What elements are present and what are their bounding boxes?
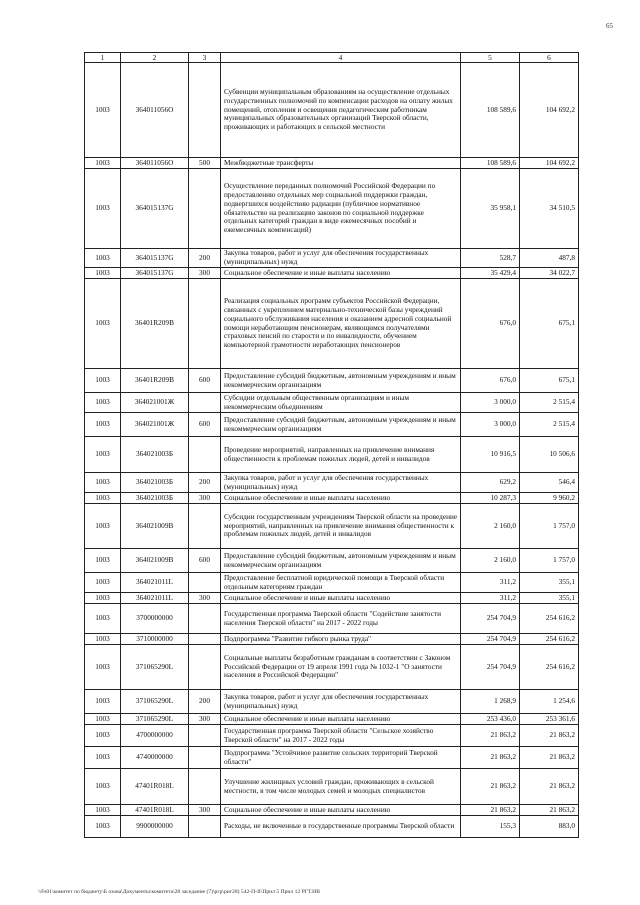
section-code-cell: 1003 xyxy=(85,437,121,473)
description-cell: Осуществление переданных полномочий Российской Федерации по предоставлению отдельных мер социальной поддержки граждан, подвергшихся воздействию радиации (публичное нормативное обязательство на реализацию законов по социальной поддержке отдельных категорий граждан в виде ежемесячных пособий и ежемесячных компенсаций) xyxy=(221,169,461,249)
section-code-cell: 1003 xyxy=(85,593,121,604)
amount-actual-cell: 104 692,2 xyxy=(520,158,579,169)
expense-type-cell xyxy=(189,504,221,549)
section-code-cell: 1003 xyxy=(85,279,121,369)
table-row xyxy=(85,604,579,634)
section-code-cell: 1003 xyxy=(85,725,121,747)
amount-actual-cell: 2 515,4 xyxy=(520,413,579,437)
amount-plan-cell: 2 160,0 xyxy=(461,504,520,549)
target-code-cell: 364021001Ж xyxy=(121,413,189,437)
amount-plan-cell: 108 589,6 xyxy=(461,158,520,169)
description-cell: Улучшение жилищных условий граждан, проживающих в сельской местности, в том числе молодых семей и молодых специалистов xyxy=(221,769,461,805)
expense-type-cell: 300 xyxy=(189,268,221,279)
amount-actual-cell: 9 960,2 xyxy=(520,493,579,504)
page-number: 65 xyxy=(606,22,613,30)
expense-type-cell: 200 xyxy=(189,473,221,493)
expense-type-cell xyxy=(189,393,221,413)
header-cell-4: 4 xyxy=(221,53,461,63)
table-row xyxy=(85,369,579,393)
footer-file-path: \\Fs01\комитет по бюджету\Б озова\Документы\комитета\28 заседание (7)\ргр\риг28) 542-П-II\Прил 5 Прил 12 РГТ.ИВ xyxy=(38,889,320,895)
table-row xyxy=(85,393,579,413)
description-cell: Проведение мероприятий, направленных на привлечение внимания общественности к проблемам пожилых людей, детей и инвалидов xyxy=(221,437,461,473)
expense-type-cell: 200 xyxy=(189,690,221,714)
header-cell-3: 3 xyxy=(189,53,221,63)
table-row xyxy=(85,573,579,593)
description-cell: Предоставление бесплатной юридической помощи в Тверской области отдельным категориям граждан xyxy=(221,573,461,593)
table-row xyxy=(85,413,579,437)
target-code-cell: 364015137G xyxy=(121,169,189,249)
expense-type-cell: 300 xyxy=(189,593,221,604)
expense-type-cell: 600 xyxy=(189,369,221,393)
section-code-cell: 1003 xyxy=(85,714,121,725)
amount-plan-cell: 21 863,2 xyxy=(461,805,520,816)
amount-actual-cell: 34 022,7 xyxy=(520,268,579,279)
table-row xyxy=(85,747,579,769)
table-row xyxy=(85,249,579,268)
amount-plan-cell: 1 268,9 xyxy=(461,690,520,714)
description-cell: Закупка товаров, работ и услуг для обеспечения государственных (муниципальных) нужд xyxy=(221,249,461,268)
target-code-cell: 4740000000 xyxy=(121,747,189,769)
expense-type-cell xyxy=(189,573,221,593)
description-cell: Субсидии отдельным общественным организациям и иным некоммерческим объединениям xyxy=(221,393,461,413)
target-code-cell: 36401R209B xyxy=(121,369,189,393)
table-row xyxy=(85,504,579,549)
amount-plan-cell: 528,7 xyxy=(461,249,520,268)
amount-plan-cell: 254 704,9 xyxy=(461,604,520,634)
section-code-cell: 1003 xyxy=(85,747,121,769)
amount-plan-cell: 311,2 xyxy=(461,593,520,604)
budget-table-container xyxy=(84,52,578,838)
target-code-cell: 371065290L xyxy=(121,645,189,690)
description-cell: Закупка товаров, работ и услуг для обеспечения государственных (муниципальных) нужд xyxy=(221,473,461,493)
target-code-cell: 4700000000 xyxy=(121,725,189,747)
target-code-cell: 47401R018L xyxy=(121,769,189,805)
header-cell-2: 2 xyxy=(121,53,189,63)
description-cell: Социальное обеспечение и иные выплаты населению xyxy=(221,268,461,279)
section-code-cell: 1003 xyxy=(85,769,121,805)
description-cell: Закупка товаров, работ и услуг для обеспечения государственных (муниципальных) нужд xyxy=(221,690,461,714)
description-cell: Подпрограмма "Развитие гибкого рынка труда" xyxy=(221,634,461,645)
amount-plan-cell: 676,0 xyxy=(461,279,520,369)
table-row xyxy=(85,268,579,279)
amount-plan-cell: 35 958,1 xyxy=(461,169,520,249)
target-code-cell: 3700000000 xyxy=(121,604,189,634)
description-cell: Субвенции муниципальным образованиям на осуществление отдельных государственных полномочий по компенсации расходов на оплату жилых помещений, отопления и освещения педагогическим работникам муниципальных образовательных организаций Тверской области, проживающих и работающих в сельской местности xyxy=(221,63,461,158)
target-code-cell: 364021009B xyxy=(121,504,189,549)
amount-actual-cell: 254 616,2 xyxy=(520,645,579,690)
amount-plan-cell: 2 160,0 xyxy=(461,549,520,573)
description-cell: Предоставление субсидий бюджетным, автономным учреждениям и иным некоммерческим организациям xyxy=(221,549,461,573)
target-code-cell: 364011056O xyxy=(121,63,189,158)
description-cell: Социальное обеспечение и иные выплаты населению xyxy=(221,714,461,725)
section-code-cell: 1003 xyxy=(85,249,121,268)
target-code-cell: 364021001Ж xyxy=(121,393,189,413)
amount-plan-cell: 3 000,0 xyxy=(461,413,520,437)
table-row xyxy=(85,816,579,838)
section-code-cell: 1003 xyxy=(85,158,121,169)
table-row xyxy=(85,690,579,714)
section-code-cell: 1003 xyxy=(85,413,121,437)
target-code-cell: 371065290L xyxy=(121,714,189,725)
description-cell: Государственная программа Тверской области "Сельское хозяйство Тверской области" на 2017 - 2022 годы xyxy=(221,725,461,747)
amount-plan-cell: 10 916,5 xyxy=(461,437,520,473)
expense-type-cell xyxy=(189,169,221,249)
amount-actual-cell: 1 757,0 xyxy=(520,549,579,573)
expense-type-cell xyxy=(189,437,221,473)
expense-type-cell xyxy=(189,816,221,838)
amount-plan-cell: 155,3 xyxy=(461,816,520,838)
table-row xyxy=(85,645,579,690)
amount-actual-cell: 546,4 xyxy=(520,473,579,493)
amount-actual-cell: 355,1 xyxy=(520,573,579,593)
amount-actual-cell: 1 254,6 xyxy=(520,690,579,714)
target-code-cell: 364021003Б xyxy=(121,493,189,504)
target-code-cell: 364015137G xyxy=(121,249,189,268)
expense-type-cell xyxy=(189,279,221,369)
amount-actual-cell: 21 863,2 xyxy=(520,747,579,769)
table-row xyxy=(85,714,579,725)
section-code-cell: 1003 xyxy=(85,169,121,249)
target-code-cell: 364011056O xyxy=(121,158,189,169)
amount-plan-cell: 10 287,3 xyxy=(461,493,520,504)
description-cell: Предоставление субсидий бюджетным, автономным учреждениям и иным некоммерческим организациям xyxy=(221,413,461,437)
amount-plan-cell: 254 704,9 xyxy=(461,634,520,645)
amount-actual-cell: 10 506,6 xyxy=(520,437,579,473)
amount-plan-cell: 254 704,9 xyxy=(461,645,520,690)
amount-plan-cell: 21 863,2 xyxy=(461,747,520,769)
section-code-cell: 1003 xyxy=(85,369,121,393)
header-cell-1: 1 xyxy=(85,53,121,63)
amount-actual-cell: 253 361,6 xyxy=(520,714,579,725)
table-row xyxy=(85,725,579,747)
target-code-cell: 36401R209B xyxy=(121,279,189,369)
description-cell: Расходы, не включенные в государственные программы Тверской области xyxy=(221,816,461,838)
amount-plan-cell: 676,0 xyxy=(461,369,520,393)
amount-actual-cell: 104 692,2 xyxy=(520,63,579,158)
description-cell: Предоставление субсидий бюджетным, автономным учреждениям и иным некоммерческим организациям xyxy=(221,369,461,393)
section-code-cell: 1003 xyxy=(85,504,121,549)
target-code-cell: 3710000000 xyxy=(121,634,189,645)
description-cell: Межбюджетные трансферты xyxy=(221,158,461,169)
table-row xyxy=(85,493,579,504)
section-code-cell: 1003 xyxy=(85,63,121,158)
amount-actual-cell: 254 616,2 xyxy=(520,604,579,634)
amount-actual-cell: 34 510,5 xyxy=(520,169,579,249)
target-code-cell: 9900000000 xyxy=(121,816,189,838)
description-cell: Социальное обеспечение и иные выплаты населению xyxy=(221,805,461,816)
amount-actual-cell: 21 863,2 xyxy=(520,805,579,816)
amount-actual-cell: 1 757,0 xyxy=(520,504,579,549)
header-cell-5: 5 xyxy=(461,53,520,63)
description-cell: Подпрограмма "Устойчивое развитие сельских территорий Тверской области" xyxy=(221,747,461,769)
section-code-cell: 1003 xyxy=(85,604,121,634)
amount-actual-cell: 487,8 xyxy=(520,249,579,268)
expense-type-cell xyxy=(189,725,221,747)
table-row xyxy=(85,437,579,473)
table-header-row xyxy=(85,53,579,63)
amount-plan-cell: 311,2 xyxy=(461,573,520,593)
expense-type-cell xyxy=(189,747,221,769)
amount-actual-cell: 675,1 xyxy=(520,279,579,369)
table-row xyxy=(85,158,579,169)
table-row xyxy=(85,473,579,493)
expense-type-cell xyxy=(189,63,221,158)
amount-plan-cell: 108 589,6 xyxy=(461,63,520,158)
amount-plan-cell: 35 429,4 xyxy=(461,268,520,279)
target-code-cell: 364015137G xyxy=(121,268,189,279)
expense-type-cell: 500 xyxy=(189,158,221,169)
amount-plan-cell: 21 863,2 xyxy=(461,725,520,747)
amount-plan-cell: 3 000,0 xyxy=(461,393,520,413)
description-cell: Государственная программа Тверской области "Содействие занятости населения Тверской области" на 2017 - 2022 годы xyxy=(221,604,461,634)
header-cell-6: 6 xyxy=(520,53,579,63)
amount-plan-cell: 253 436,0 xyxy=(461,714,520,725)
section-code-cell: 1003 xyxy=(85,805,121,816)
section-code-cell: 1003 xyxy=(85,573,121,593)
amount-actual-cell: 355,1 xyxy=(520,593,579,604)
table-row xyxy=(85,805,579,816)
expense-type-cell: 300 xyxy=(189,805,221,816)
section-code-cell: 1003 xyxy=(85,645,121,690)
amount-actual-cell: 2 515,4 xyxy=(520,393,579,413)
table-body xyxy=(85,63,579,838)
description-cell: Субсидии государственным учреждениям Тверской области на проведение мероприятий, направленных на привлечение внимания общественности к проблемам пожилых людей, детей и инвалидов xyxy=(221,504,461,549)
table-row xyxy=(85,549,579,573)
description-cell: Социальное обеспечение и иные выплаты населению xyxy=(221,493,461,504)
target-code-cell: 47401R018L xyxy=(121,805,189,816)
section-code-cell: 1003 xyxy=(85,268,121,279)
amount-plan-cell: 629,2 xyxy=(461,473,520,493)
table-row xyxy=(85,769,579,805)
table-row xyxy=(85,169,579,249)
target-code-cell: 364021011L xyxy=(121,573,189,593)
expense-type-cell xyxy=(189,634,221,645)
expense-type-cell xyxy=(189,645,221,690)
description-cell: Социальное обеспечение и иные выплаты населению xyxy=(221,593,461,604)
description-cell: Реализация социальных программ субъектов Российской Федерации, связанных с укреплением материально-технической базы учреждений социального обслуживания населения и оказанием адресной социальной помощи неработающим пенсионерам, являющимся получателями страховых пенсий по старости и по инвалидности, обучением компьютерной грамотности неработающих пенсионеров xyxy=(221,279,461,369)
table-row xyxy=(85,63,579,158)
table-row xyxy=(85,634,579,645)
amount-actual-cell: 254 616,2 xyxy=(520,634,579,645)
description-cell: Социальные выплаты безработным гражданам в соответствии с Законом Российской Федерации от 19 апреля 1991 года № 1032-1 "О занятости населения в Российской Федерации" xyxy=(221,645,461,690)
table-row xyxy=(85,593,579,604)
target-code-cell: 364021009B xyxy=(121,549,189,573)
section-code-cell: 1003 xyxy=(85,690,121,714)
amount-actual-cell: 21 863,2 xyxy=(520,769,579,805)
target-code-cell: 364021003Б xyxy=(121,473,189,493)
amount-plan-cell: 21 863,2 xyxy=(461,769,520,805)
expense-type-cell: 600 xyxy=(189,413,221,437)
expense-type-cell xyxy=(189,604,221,634)
section-code-cell: 1003 xyxy=(85,473,121,493)
amount-actual-cell: 21 863,2 xyxy=(520,725,579,747)
expense-type-cell: 300 xyxy=(189,714,221,725)
section-code-cell: 1003 xyxy=(85,816,121,838)
expense-type-cell: 200 xyxy=(189,249,221,268)
budget-table xyxy=(84,52,579,838)
section-code-cell: 1003 xyxy=(85,549,121,573)
expense-type-cell xyxy=(189,769,221,805)
amount-actual-cell: 675,1 xyxy=(520,369,579,393)
target-code-cell: 364021011L xyxy=(121,593,189,604)
table-row xyxy=(85,279,579,369)
expense-type-cell: 600 xyxy=(189,549,221,573)
expense-type-cell: 300 xyxy=(189,493,221,504)
target-code-cell: 371065290L xyxy=(121,690,189,714)
section-code-cell: 1003 xyxy=(85,493,121,504)
target-code-cell: 364021003Б xyxy=(121,437,189,473)
section-code-cell: 1003 xyxy=(85,393,121,413)
amount-actual-cell: 883,0 xyxy=(520,816,579,838)
section-code-cell: 1003 xyxy=(85,634,121,645)
